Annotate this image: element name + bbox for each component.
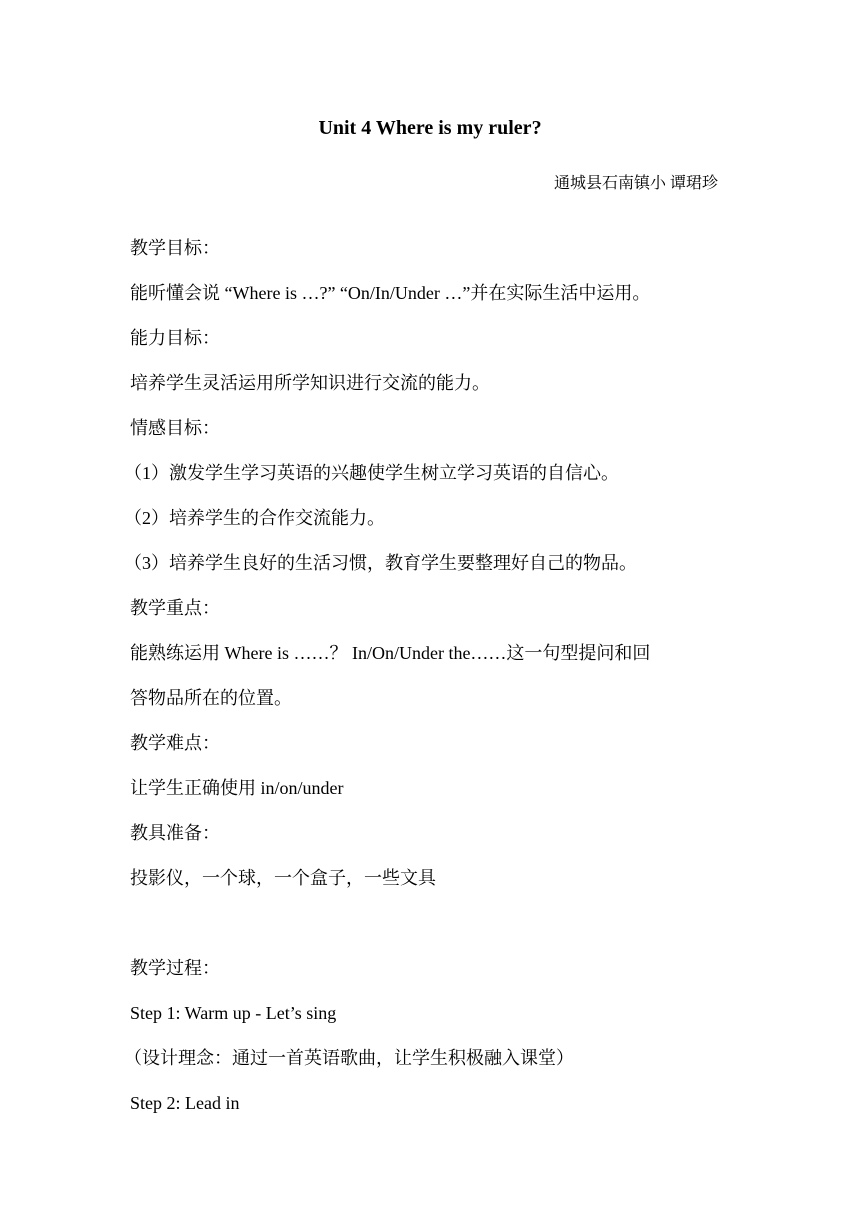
text-step-1-rationale: （设计理念：通过一首英语歌曲，让学生积极融入课堂）: [124, 1048, 574, 1068]
text-step-1: Step 1: Warm up - Let’s sing: [130, 1003, 337, 1023]
text-step-2: Step 2: Lead in: [130, 1093, 240, 1113]
heading-teaching-aids: 教具准备：: [130, 823, 220, 843]
text-ability-content: 培养学生灵活运用所学知识进行交流的能力。: [130, 373, 490, 393]
heading-key-points: 教学重点：: [130, 598, 220, 618]
text-key-points-line-2: 答物品所在的位置。: [130, 688, 292, 708]
text-emotional-item-1: （1）激发学生学习英语的兴趣使学生树立学习英语的自信心。: [124, 463, 619, 483]
text-emotional-item-3: （3）培养学生良好的生活习惯，教育学生要整理好自己的物品。: [124, 553, 637, 573]
heading-difficulties: 教学难点：: [130, 733, 220, 753]
text-difficulties: 让学生正确使用 in/on/under: [130, 778, 344, 798]
author-line: 通城县石南镇小 谭珺珍: [553, 175, 718, 192]
heading-teaching-objectives: 教学目标：: [130, 238, 220, 258]
text-emotional-item-2: （2）培养学生的合作交流能力。: [124, 508, 385, 528]
blank-line: [130, 901, 750, 946]
heading-teaching-process: 教学过程：: [130, 958, 220, 978]
text-teaching-aids: 投影仪，一个球，一个盒子，一些文具: [130, 868, 436, 888]
document-title: Unit 4 Where is my ruler?: [318, 117, 542, 139]
text-objective-content: 能听懂会说 “Where is …?” “On/In/Under …”并在实际生活中运用。: [130, 283, 651, 303]
text-key-points-line-1: 能熟练运用 Where is ……？ In/On/Under the……这一句型提问和回: [130, 643, 651, 663]
document-body: [124, 226, 750, 1126]
heading-ability-objectives: 能力目标：: [130, 328, 220, 348]
heading-emotional-objectives: 情感目标：: [130, 418, 220, 438]
